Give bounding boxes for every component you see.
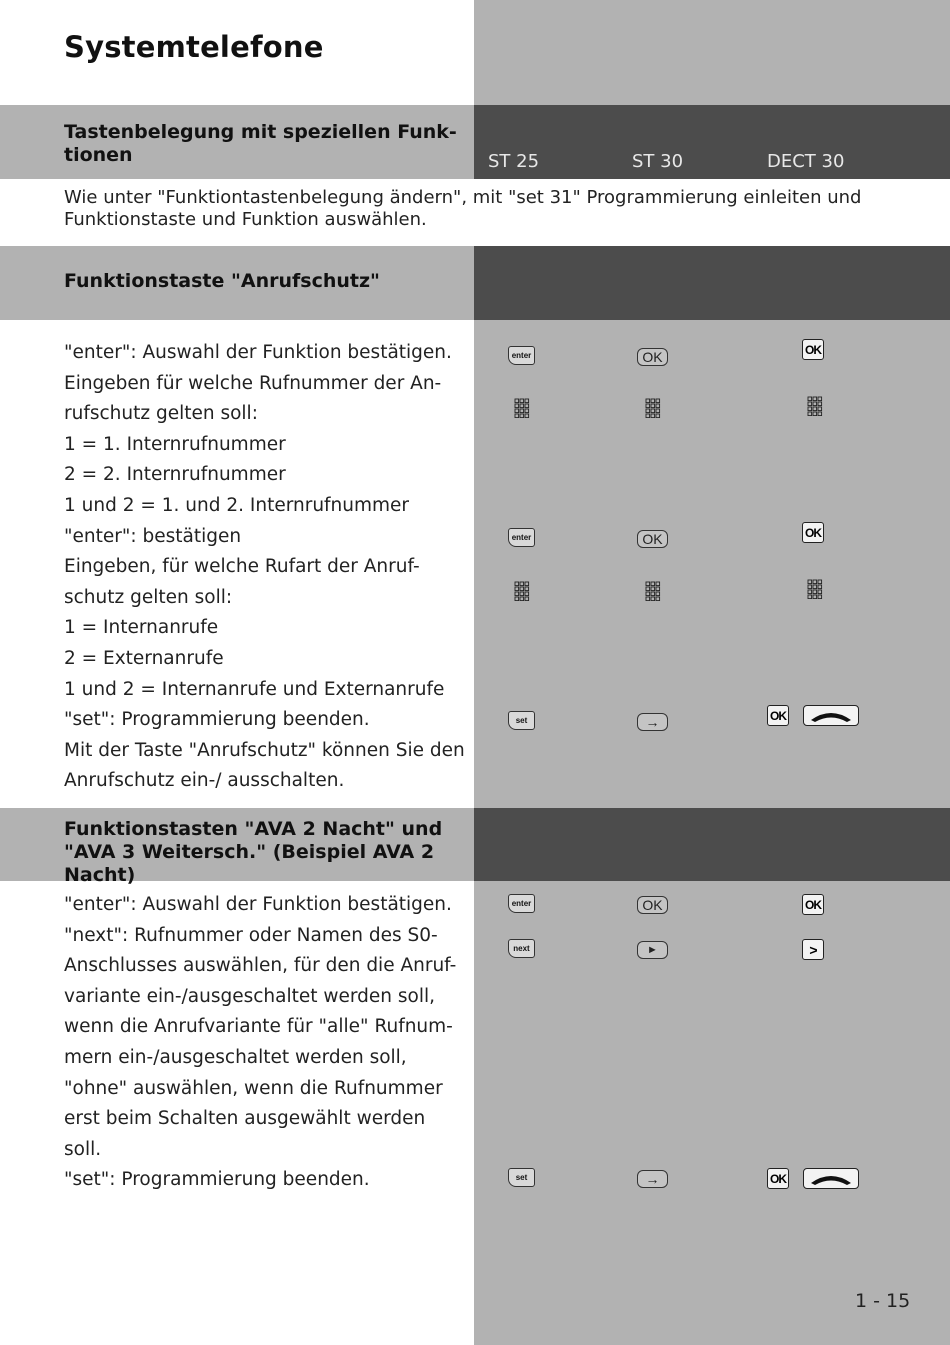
instruction-line: 1 und 2 = 1. und 2. Internrufnummer bbox=[64, 494, 410, 516]
ok-key-st30: OK bbox=[637, 896, 668, 914]
ava-instructions bbox=[64, 890, 469, 1196]
page-title: Systemtelefone bbox=[64, 30, 324, 64]
instruction-line: schutz gelten soll: bbox=[64, 586, 233, 608]
section-header-band-dark bbox=[474, 246, 950, 320]
section-header-band-dark bbox=[474, 808, 950, 881]
instruction-line: 2 = Externanrufe bbox=[64, 647, 224, 669]
ok-key-dect30: OK bbox=[802, 339, 824, 360]
column-header-st30: ST 30 bbox=[632, 151, 684, 172]
next-key-st25: next bbox=[508, 939, 535, 958]
section-title-anrufschutz: Funktionstaste "Anrufschutz" bbox=[64, 270, 380, 292]
instruction-line: 2 = 2. Internrufnummer bbox=[64, 464, 286, 486]
instruction-line: 1 und 2 = Internanrufe und Externanrufe bbox=[64, 678, 445, 700]
instruction-line: Eingeben für welche Rufnummer der An- bbox=[64, 372, 442, 394]
instruction-line: "ohne" auswählen, wenn die Rufnummer bbox=[64, 1077, 443, 1099]
set-key-st25: set bbox=[508, 711, 535, 730]
ok-key-dect30: OK bbox=[767, 1168, 789, 1189]
keypad-icon bbox=[514, 581, 530, 601]
handset-icon bbox=[803, 1168, 859, 1189]
section-title-ava: Funktionstasten "AVA 2 Nacht" und "AVA 3 Weitersch." (Beispiel AVA 2 Nacht) bbox=[64, 818, 443, 886]
anrufschutz-instructions bbox=[64, 338, 469, 797]
section-title-tastenbelegung: Tastenbelegung mit speziellen Funk- tionen bbox=[64, 121, 457, 166]
instruction-line: mern ein-/ausgeschaltet werden soll, bbox=[64, 1046, 407, 1068]
instruction-line: "next": Rufnummer oder Namen des S0- bbox=[64, 924, 438, 946]
chevron-right-key-dect30: > bbox=[802, 939, 824, 960]
set-key-st25: set bbox=[508, 1168, 535, 1187]
instruction-line: wenn die Anrufvariante für "alle" Rufnum- bbox=[64, 1016, 453, 1038]
instruction-line: variante ein-/ausgeschaltet werden soll, bbox=[64, 985, 436, 1007]
column-header-dect30: DECT 30 bbox=[767, 151, 845, 172]
instruction-line: "set": Programmierung beenden. bbox=[64, 709, 370, 731]
keypad-icon bbox=[645, 398, 661, 418]
page-number: 1 - 15 bbox=[855, 1290, 911, 1312]
instruction-line: Mit der Taste "Anrufschutz" können Sie den bbox=[64, 739, 465, 761]
intro-text: Wie unter "Funktiontastenbelegung ändern", mit "set 31" Programmierung einleiten und Funktionstaste und Funktion auswählen. bbox=[64, 187, 862, 230]
instruction-line: rufschutz gelten soll: bbox=[64, 403, 258, 425]
enter-key-st25: enter bbox=[508, 346, 535, 365]
keypad-icon bbox=[807, 396, 823, 416]
arrow-key-st30: → bbox=[637, 713, 668, 731]
ok-key-dect30: OK bbox=[767, 705, 789, 726]
arrow-key-st30: → bbox=[637, 1170, 668, 1188]
keypad-icon bbox=[514, 398, 530, 418]
instruction-line: "enter": bestätigen bbox=[64, 525, 242, 547]
instruction-line: soll. bbox=[64, 1138, 102, 1160]
ok-key-dect30: OK bbox=[802, 894, 824, 915]
instruction-line: 1 = Internanrufe bbox=[64, 617, 219, 639]
instruction-line: erst beim Schalten ausgewählt werden bbox=[64, 1108, 426, 1130]
instruction-line: Eingeben, für welche Rufart der Anruf- bbox=[64, 556, 420, 578]
ok-key-st30: OK bbox=[637, 348, 668, 366]
keypad-icon bbox=[807, 579, 823, 599]
instruction-line: Anschlusses auswählen, für den die Anruf- bbox=[64, 955, 457, 977]
instruction-line: 1 = 1. Internrufnummer bbox=[64, 433, 286, 455]
ok-key-dect30: OK bbox=[802, 522, 824, 543]
section-header-band-dark bbox=[474, 105, 950, 179]
play-key-st30: ► bbox=[637, 941, 668, 959]
column-header-st25: ST 25 bbox=[488, 151, 540, 172]
enter-key-st25: enter bbox=[508, 528, 535, 547]
instruction-line: "enter": Auswahl der Funktion bestätigen. bbox=[64, 894, 452, 915]
ok-key-st30: OK bbox=[637, 530, 668, 548]
keypad-icon bbox=[645, 581, 661, 601]
instruction-line: "set": Programmierung beenden. bbox=[64, 1169, 370, 1191]
instruction-line: Anrufschutz ein-/ ausschalten. bbox=[64, 770, 345, 792]
handset-icon bbox=[803, 705, 859, 726]
enter-key-st25: enter bbox=[508, 894, 535, 913]
instruction-line: "enter": Auswahl der Funktion bestätigen. bbox=[64, 342, 452, 363]
